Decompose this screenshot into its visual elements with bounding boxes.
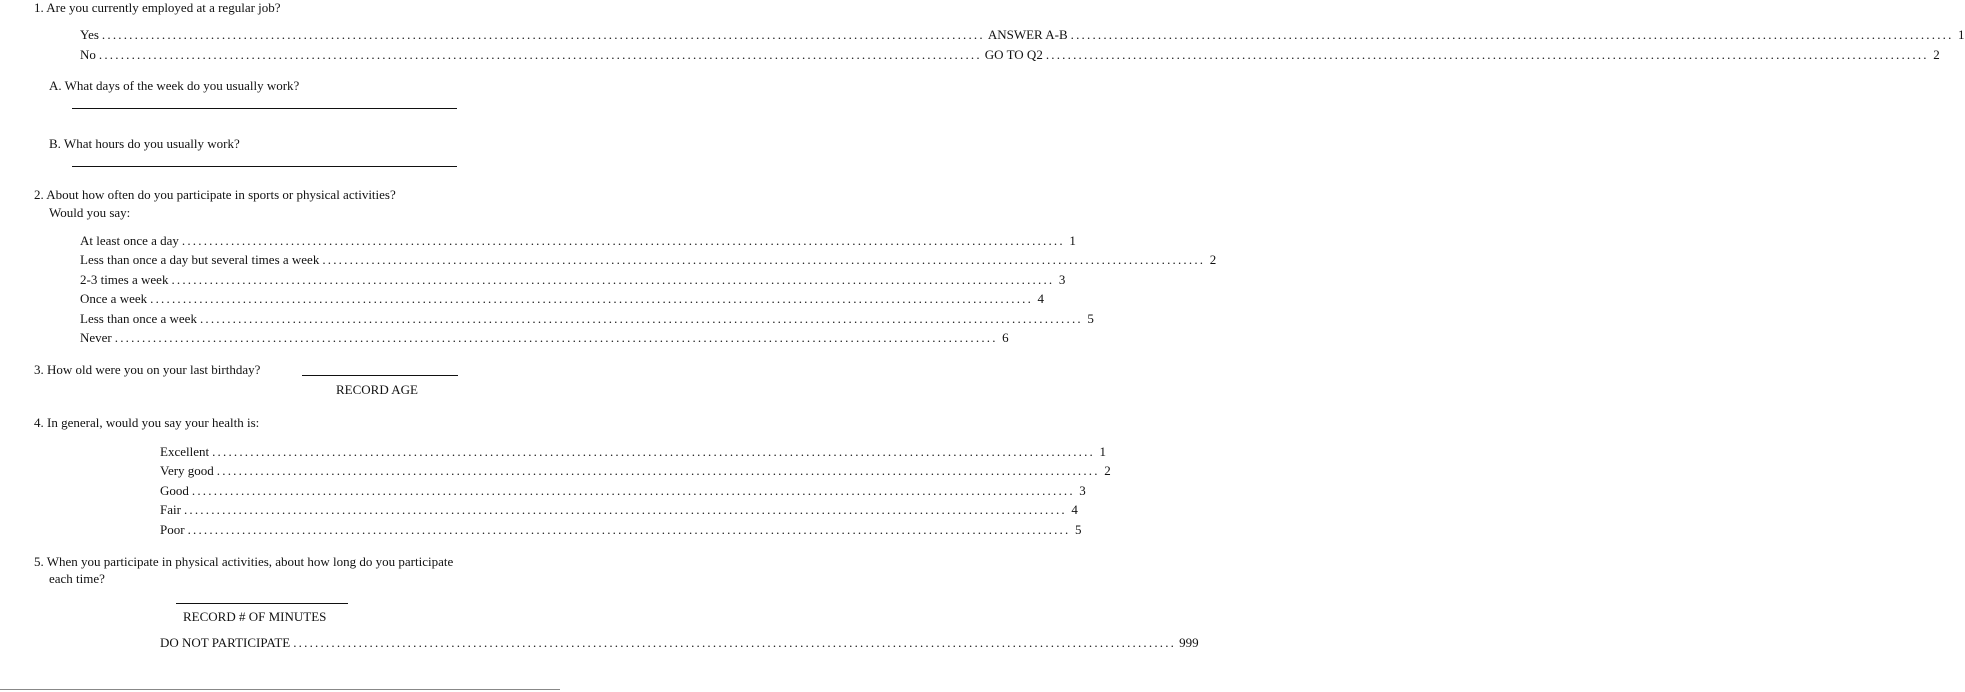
leader-dots: .................................................................................................................................................................. xyxy=(216,463,1100,478)
leader-dots: .................................................................................................................................................................. xyxy=(183,502,1067,517)
q2-option[interactable] xyxy=(80,291,1045,307)
leader-dots: .................................................................................................................................................................. xyxy=(191,483,1075,498)
option-code: 5 xyxy=(1087,311,1094,326)
leader-dots: .................................................................................................................................................................. xyxy=(187,522,1071,537)
option-label: 2-3 times a week xyxy=(80,272,169,287)
q4-option[interactable] xyxy=(160,522,1082,538)
q1-option-yes[interactable] xyxy=(80,27,1965,43)
option-code: 4 xyxy=(1071,502,1078,517)
option-label: DO NOT PARTICIPATE xyxy=(160,635,291,650)
q4-option[interactable] xyxy=(160,463,1111,479)
q5-text: 5. When you participate in physical activities, about how long do you participate xyxy=(34,554,454,569)
option-label: Poor xyxy=(160,522,185,537)
option-label: Never xyxy=(80,330,112,345)
q4-option[interactable] xyxy=(160,483,1086,499)
option-code: 3 xyxy=(1058,272,1066,287)
q2-option[interactable] xyxy=(80,330,1009,346)
option-label: Once a week xyxy=(80,291,148,306)
q2-option[interactable] xyxy=(80,311,1094,327)
option-code: 2 xyxy=(1933,47,1940,62)
skip-instruction: ANSWER A-B xyxy=(987,27,1068,42)
q1a-text: A. What days of the week do you usually work? xyxy=(49,78,300,93)
option-label: Less than once a day but several times a week xyxy=(80,252,320,267)
option-label: Very good xyxy=(160,463,214,478)
q2-text: 2. About how often do you participate in sports or physical activities? xyxy=(34,187,396,202)
leader-dots: .................................................................................................................................................................. xyxy=(150,291,1034,306)
option-label: Yes xyxy=(80,27,99,42)
option-label: Good xyxy=(160,483,189,498)
q2-option[interactable] xyxy=(80,272,1066,288)
option-label: Excellent xyxy=(160,444,210,459)
q3-record-label: RECORD AGE xyxy=(336,382,418,397)
option-code: 2 xyxy=(1209,252,1217,267)
q5-minutes-answer-line[interactable] xyxy=(176,603,348,604)
q1-option-no[interactable] xyxy=(80,47,1940,63)
leader-dots: .................................................................................................................................................................. xyxy=(101,27,985,42)
q4-option[interactable] xyxy=(160,502,1078,518)
leader-dots: .................................................................................................................................................................. xyxy=(293,635,1177,650)
option-label: Less than once a week xyxy=(80,311,197,326)
option-code: 1 xyxy=(1099,444,1106,459)
option-label: Fair xyxy=(160,502,181,517)
option-code: 999 xyxy=(1179,635,1199,650)
leader-dots: .................................................................................................................................................................. xyxy=(171,272,1055,287)
q3-age-answer-line[interactable] xyxy=(302,375,458,376)
q1b-text: B. What hours do you usually work? xyxy=(49,136,240,151)
leader-dots: .................................................................................................................................................................. xyxy=(98,47,982,62)
leader-dots: .................................................................................................................................................................. xyxy=(1070,27,1954,42)
option-label: No xyxy=(80,47,96,62)
q5-text-cont: each time? xyxy=(49,571,105,586)
option-code: 2 xyxy=(1104,463,1111,478)
q1a-answer-line[interactable] xyxy=(72,108,457,109)
leader-dots: .................................................................................................................................................................. xyxy=(181,233,1065,248)
option-code: 6 xyxy=(1002,330,1009,345)
leader-dots: .................................................................................................................................................................. xyxy=(212,444,1095,459)
q3-text: 3. How old were you on your last birthday? xyxy=(34,362,261,377)
option-code: 5 xyxy=(1074,522,1082,537)
leader-dots: .................................................................................................................................................................. xyxy=(1045,47,1929,62)
leader-dots: .................................................................................................................................................................. xyxy=(199,311,1083,326)
q1b-answer-line[interactable] xyxy=(72,166,457,167)
q2-option[interactable] xyxy=(80,252,1217,268)
q5-option-do-not-participate[interactable] xyxy=(160,635,1199,651)
skip-instruction: GO TO Q2 xyxy=(984,47,1043,62)
q4-text: 4. In general, would you say your health is: xyxy=(34,415,260,430)
q5-record-label: RECORD # OF MINUTES xyxy=(183,609,327,624)
option-code: 4 xyxy=(1037,291,1045,306)
page-bottom-rule xyxy=(0,689,560,690)
option-code: 3 xyxy=(1079,483,1086,498)
leader-dots: .................................................................................................................................................................. xyxy=(114,330,998,345)
q4-option[interactable] xyxy=(160,444,1106,460)
q1-text: 1. Are you currently employed at a regular job? xyxy=(34,0,281,15)
leader-dots: .................................................................................................................................................................. xyxy=(322,252,1206,267)
q2-text-cont: Would you say: xyxy=(49,205,131,220)
option-code: 1 xyxy=(1069,233,1076,248)
q2-option[interactable] xyxy=(80,233,1076,249)
option-code: 1 xyxy=(1958,27,1965,42)
option-label: At least once a day xyxy=(80,233,179,248)
